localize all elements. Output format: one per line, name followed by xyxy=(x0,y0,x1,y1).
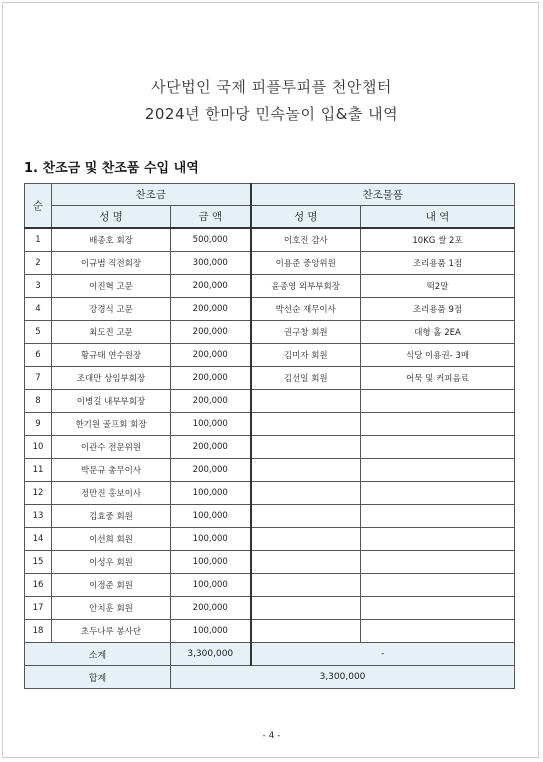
total-label: 합계 xyxy=(25,666,171,689)
cash-name-cell: 최도진 고문 xyxy=(52,321,171,344)
table-row xyxy=(25,436,515,459)
goods-detail-cell xyxy=(361,597,515,620)
table-row xyxy=(25,298,515,321)
cash-name-cell: 이규범 직전회장 xyxy=(52,252,171,275)
table-row xyxy=(25,528,515,551)
cash-name-cell: 정만진 홍보이사 xyxy=(52,482,171,505)
seq-cell: 4 xyxy=(25,298,52,321)
subtotal-label: 소계 xyxy=(25,643,171,666)
goods-detail-cell xyxy=(361,528,515,551)
table-row xyxy=(25,505,515,528)
cash-amount-cell: 100,000 xyxy=(171,574,251,597)
cash-amount-cell: 100,000 xyxy=(171,528,251,551)
total-amount: 3,300,000 xyxy=(171,666,515,689)
goods-detail-cell: 식당 이용권- 3매 xyxy=(361,344,515,367)
goods-detail-cell xyxy=(361,459,515,482)
cash-amount-cell: 200,000 xyxy=(171,275,251,298)
seq-cell: 7 xyxy=(25,367,52,390)
goods-detail-cell xyxy=(361,436,515,459)
cash-amount-cell: 100,000 xyxy=(171,413,251,436)
seq-cell: 12 xyxy=(25,482,52,505)
cash-name-cell: 박문규 총무이사 xyxy=(52,459,171,482)
goods-name-cell xyxy=(251,597,361,620)
cash-amount-cell: 200,000 xyxy=(171,344,251,367)
cash-name-cell: 배종호 회장 xyxy=(52,228,171,252)
page-number: - 4 - xyxy=(262,731,281,741)
goods-name-cell: 김선일 회원 xyxy=(251,367,361,390)
table-row xyxy=(25,551,515,574)
table-row xyxy=(25,574,515,597)
cash-name-cell: 이정준 회원 xyxy=(52,574,171,597)
cash-amount-cell: 200,000 xyxy=(171,459,251,482)
cash-name-cell: 이선희 회원 xyxy=(52,528,171,551)
seq-cell: 16 xyxy=(25,574,52,597)
cash-name-cell: 안치훈 회원 xyxy=(52,597,171,620)
cash-amount-cell: 200,000 xyxy=(171,390,251,413)
cash-amount-cell: 100,000 xyxy=(171,482,251,505)
cash-amount-cell: 300,000 xyxy=(171,252,251,275)
cash-name-cell: 황규태 연수원장 xyxy=(52,344,171,367)
table-row xyxy=(25,597,515,620)
document-title-line2: 2024년 한마당 민속놀이 입&출 내역 xyxy=(144,105,399,123)
goods-detail-cell: 떡2말 xyxy=(361,275,515,298)
cash-name-cell: 강경식 고문 xyxy=(52,298,171,321)
table-row xyxy=(25,390,515,413)
header-seq: 순 xyxy=(25,184,52,229)
goods-detail-cell xyxy=(361,413,515,436)
table-row xyxy=(25,482,515,505)
seq-cell: 8 xyxy=(25,390,52,413)
table-row xyxy=(25,367,515,390)
subtotal-amount: 3,300,000 xyxy=(171,643,251,666)
seq-cell: 2 xyxy=(25,252,52,275)
document-title-line1: 사단법인 국제 피플투피플 천안챕터 xyxy=(151,78,392,96)
cash-amount-cell: 100,000 xyxy=(171,551,251,574)
goods-detail-cell: 조리용품 1점 xyxy=(361,252,515,275)
goods-detail-cell xyxy=(361,505,515,528)
cash-name-cell: 이성우 회원 xyxy=(52,551,171,574)
seq-cell: 1 xyxy=(25,228,52,252)
header-cash-group: 찬조금 xyxy=(52,184,251,206)
cash-amount-cell: 100,000 xyxy=(171,505,251,528)
table-body xyxy=(25,228,515,643)
seq-cell: 17 xyxy=(25,597,52,620)
cash-amount-cell: 200,000 xyxy=(171,367,251,390)
section-title: 1. 찬조금 및 찬조품 수입 내역 xyxy=(24,161,199,176)
cash-amount-cell: 200,000 xyxy=(171,298,251,321)
cash-name-cell: 조대만 상임부회장 xyxy=(52,367,171,390)
goods-name-cell xyxy=(251,620,361,643)
goods-detail-cell xyxy=(361,390,515,413)
header-goods-detail: 내 역 xyxy=(361,206,515,229)
seq-cell: 5 xyxy=(25,321,52,344)
subtotal-row xyxy=(25,643,515,666)
table-row xyxy=(25,413,515,436)
goods-detail-cell xyxy=(361,574,515,597)
table-row xyxy=(25,228,515,252)
seq-cell: 14 xyxy=(25,528,52,551)
goods-detail-cell xyxy=(361,620,515,643)
goods-name-cell: 윤종영 외부부회장 xyxy=(251,275,361,298)
goods-name-cell xyxy=(251,413,361,436)
seq-cell: 9 xyxy=(25,413,52,436)
seq-cell: 18 xyxy=(25,620,52,643)
cash-amount-cell: 200,000 xyxy=(171,321,251,344)
table-row xyxy=(25,459,515,482)
seq-cell: 3 xyxy=(25,275,52,298)
cash-amount-cell: 500,000 xyxy=(171,228,251,252)
goods-name-cell xyxy=(251,574,361,597)
seq-cell: 10 xyxy=(25,436,52,459)
goods-detail-cell xyxy=(361,482,515,505)
goods-name-cell xyxy=(251,459,361,482)
cash-name-cell: 이병길 내부부회장 xyxy=(52,390,171,413)
goods-name-cell: 권구창 회원 xyxy=(251,321,361,344)
goods-detail-cell: 대형 홀 2EA xyxy=(361,321,515,344)
seq-cell: 13 xyxy=(25,505,52,528)
goods-detail-cell xyxy=(361,551,515,574)
goods-name-cell xyxy=(251,505,361,528)
goods-name-cell: 김미자 회원 xyxy=(251,344,361,367)
goods-name-cell xyxy=(251,482,361,505)
donation-table xyxy=(24,183,515,689)
seq-cell: 15 xyxy=(25,551,52,574)
goods-name-cell xyxy=(251,436,361,459)
subtotal-goods: - xyxy=(251,643,515,666)
seq-cell: 11 xyxy=(25,459,52,482)
goods-name-cell: 이용준 중앙위원 xyxy=(251,252,361,275)
cash-amount-cell: 100,000 xyxy=(171,620,251,643)
header-cash-name: 성 명 xyxy=(52,206,171,229)
header-goods-name: 성 명 xyxy=(251,206,361,229)
cash-amount-cell: 200,000 xyxy=(171,436,251,459)
table-row xyxy=(25,321,515,344)
table-row xyxy=(25,344,515,367)
table-row xyxy=(25,252,515,275)
cash-name-cell: 김효중 회원 xyxy=(52,505,171,528)
goods-name-cell: 이호진 감사 xyxy=(251,228,361,252)
cash-name-cell: 한기원 골프회 회장 xyxy=(52,413,171,436)
table-row xyxy=(25,275,515,298)
goods-name-cell xyxy=(251,551,361,574)
goods-detail-cell: 어묵 및 커피음료 xyxy=(361,367,515,390)
goods-name-cell: 박선순 재무이사 xyxy=(251,298,361,321)
cash-name-cell: 이관수 전문위원 xyxy=(52,436,171,459)
seq-cell: 6 xyxy=(25,344,52,367)
header-goods-group: 찬조물품 xyxy=(251,184,515,206)
goods-detail-cell: 10KG 쌀 2포 xyxy=(361,228,515,252)
header-cash-amount: 금 액 xyxy=(171,206,251,229)
goods-name-cell xyxy=(251,528,361,551)
cash-amount-cell: 200,000 xyxy=(171,597,251,620)
goods-detail-cell: 조리용품 9점 xyxy=(361,298,515,321)
goods-name-cell xyxy=(251,390,361,413)
cash-name-cell: 이진혁 고문 xyxy=(52,275,171,298)
total-row xyxy=(25,666,515,689)
cash-name-cell: 초두나루 봉사단 xyxy=(52,620,171,643)
table-row xyxy=(25,620,515,643)
